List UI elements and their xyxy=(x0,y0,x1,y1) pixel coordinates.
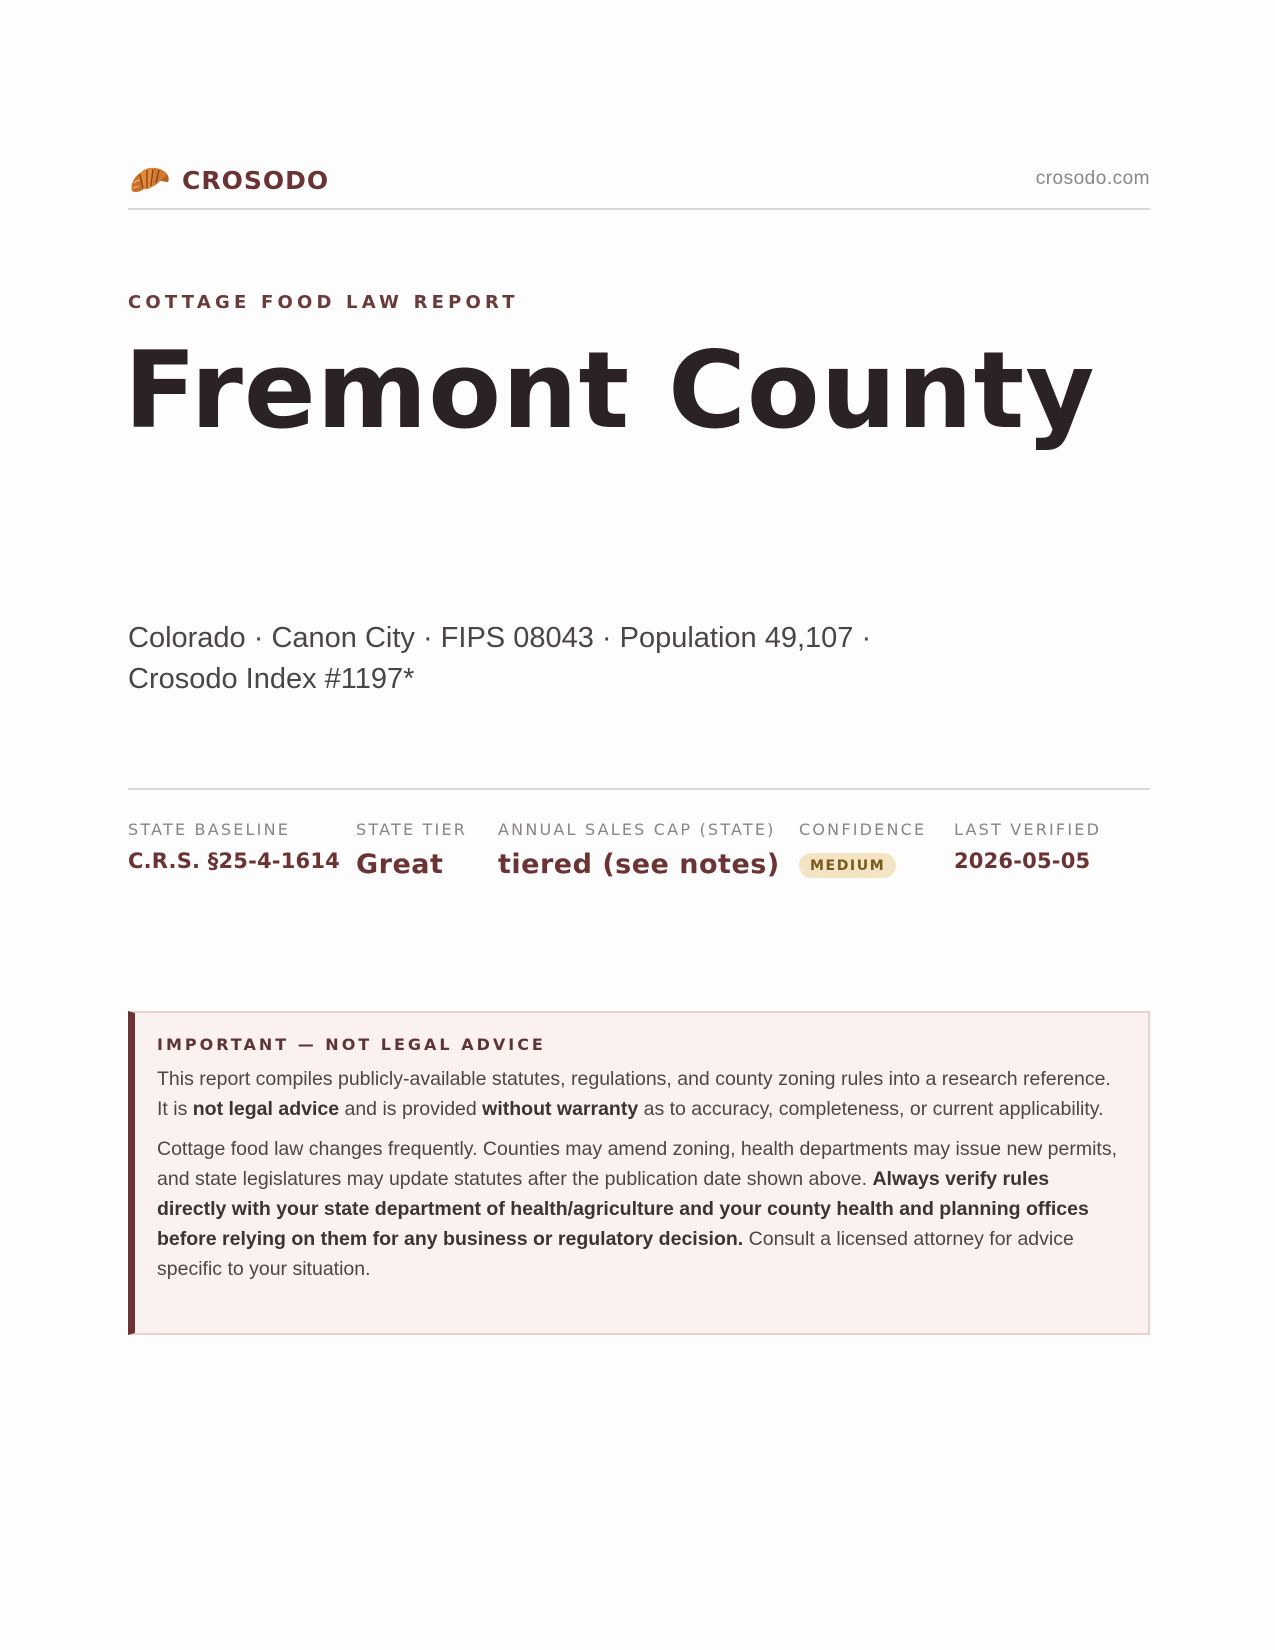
notice-paragraph-1: This report compiles publicly-available statutes, regulations, and county zoning rules into a research reference. It is not legal advice and is provided without warranty as to accuracy, completeness, or current applicability. xyxy=(157,1068,1111,1120)
stat-value: tiered (see notes) xyxy=(498,849,780,880)
notice-paragraph-2: Cottage food law changes frequently. Counties may amend zoning, health departments may issue new permits, and state legislatures may update statutes after the publication date shown above. Always verify rules directly with your state department of health/agriculture and your county health and planning offices before relying on them for any business or regulatory decision. Consult a licensed attorney for advice specific to your situation. xyxy=(157,1138,1117,1280)
stat-label: STATE BASELINE xyxy=(128,820,291,839)
stats-row xyxy=(128,788,1150,898)
confidence-badge: MEDIUM xyxy=(799,853,896,878)
site-url[interactable]: crosodo.com xyxy=(1035,168,1150,189)
stat-state-baseline xyxy=(128,820,340,873)
brand xyxy=(128,161,329,199)
stat-confidence xyxy=(799,820,926,878)
stat-last-verified xyxy=(954,820,1101,873)
stat-value: 2026-05-05 xyxy=(954,849,1091,873)
stat-label: STATE TIER xyxy=(356,820,468,839)
report-subtitle xyxy=(128,618,968,700)
stat-value: C.R.S. §25-4-1614 xyxy=(128,849,340,873)
report-page xyxy=(124,0,1150,1650)
brand-name: CROSODO xyxy=(182,165,330,195)
stat-label: ANNUAL SALES CAP (STATE) xyxy=(498,820,776,839)
stat-value: Great xyxy=(356,849,444,880)
stat-state-tier xyxy=(356,820,467,880)
report-eyebrow: COTTAGE FOOD LAW REPORT xyxy=(128,292,519,313)
page-title: Fremont County xyxy=(124,329,1096,452)
stat-label: CONFIDENCE xyxy=(799,820,927,839)
stat-label: LAST VERIFIED xyxy=(954,820,1102,839)
report-header xyxy=(128,158,1150,210)
croissant-icon xyxy=(128,161,170,199)
legal-notice xyxy=(128,1011,1150,1335)
notice-title: IMPORTANT — NOT LEGAL ADVICE xyxy=(157,1035,546,1054)
stat-sales-cap xyxy=(498,820,780,880)
subtitle-line-1: Colorado · Canon City · FIPS 08043 · Population 49,107 · xyxy=(128,622,872,654)
subtitle-line-2: Crosodo Index #1197* xyxy=(128,663,415,695)
